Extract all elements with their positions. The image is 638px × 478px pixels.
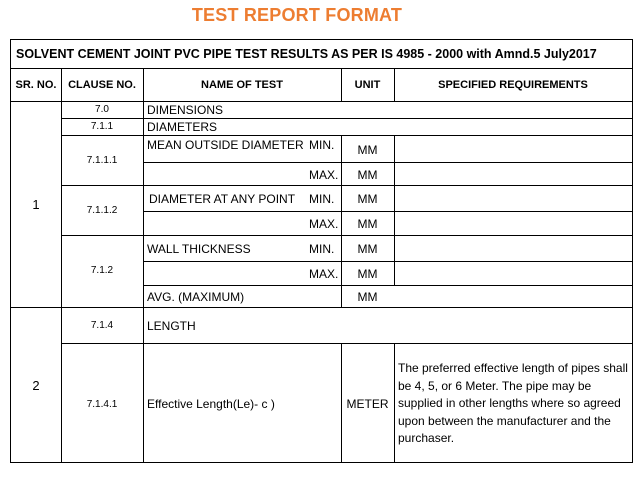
test-wall-thickness: WALL THICKNESS xyxy=(147,242,251,256)
col-specified-requirements: SPECIFIED REQUIREMENTS xyxy=(438,79,588,91)
clause-7-1-1-1: 7.1.1.1 xyxy=(86,155,118,166)
test-dimensions: DIMENSIONS xyxy=(147,103,224,117)
unit-cell: MM xyxy=(357,143,378,157)
clause-7-1-2: 7.1.2 xyxy=(90,265,114,276)
clause-7-1-4-1: 7.1.4.1 xyxy=(86,399,118,410)
table-heading: SOLVENT CEMENT JOINT PVC PIPE TEST RESULTS AS PER IS 4985 - 2000 with Amnd.5 July2017 xyxy=(16,47,597,61)
max-label: MAX. xyxy=(309,168,339,182)
col-sr-no: SR. NO. xyxy=(15,79,57,91)
max-label: MAX. xyxy=(309,267,339,281)
unit-cell: MM xyxy=(357,217,378,231)
specified-requirement-text: The preferred effective length of pipes shall be 4, 5, or 6 Meter. The pipe may be supplied in other lengths where so agreed upon between the manufacturer and the purchaser. xyxy=(398,361,628,445)
clause-7-0: 7.0 xyxy=(95,104,109,115)
sr-no-1: 1 xyxy=(32,197,40,212)
sr-no-2: 2 xyxy=(32,378,40,393)
test-diameters: DIAMETERS xyxy=(147,120,218,134)
unit-cell: MM xyxy=(357,267,378,281)
clause-7-1-1: 7.1.1 xyxy=(90,121,114,132)
unit-cell: MM xyxy=(357,290,378,304)
avg-maximum-label: AVG. (MAXIMUM) xyxy=(147,290,245,304)
clause-7-1-4: 7.1.4 xyxy=(90,320,114,331)
test-results-table xyxy=(10,39,633,463)
test-effective-length: Effective Length(Le)- c ) xyxy=(147,397,275,411)
clause-7-1-1-2: 7.1.1.2 xyxy=(86,205,118,216)
min-label: MIN. xyxy=(309,192,335,206)
unit-cell: MM xyxy=(357,168,378,182)
unit-cell: MM xyxy=(357,192,378,206)
test-diameter-at-any-point: DIAMETER AT ANY POINT xyxy=(149,192,296,206)
unit-cell: METER xyxy=(346,397,389,411)
col-unit: UNIT xyxy=(354,79,381,91)
col-name-of-test: NAME OF TEST xyxy=(201,79,283,91)
col-clause-no: CLAUSE NO. xyxy=(68,79,136,91)
test-mean-outside-diameter: MEAN OUTSIDE DIAMETER xyxy=(147,138,304,152)
page-title: TEST REPORT FORMAT xyxy=(191,5,403,25)
min-label: MIN. xyxy=(309,138,335,152)
unit-cell: MM xyxy=(357,242,378,256)
min-label: MIN. xyxy=(309,242,335,256)
max-label: MAX. xyxy=(309,217,339,231)
test-length: LENGTH xyxy=(147,319,196,333)
